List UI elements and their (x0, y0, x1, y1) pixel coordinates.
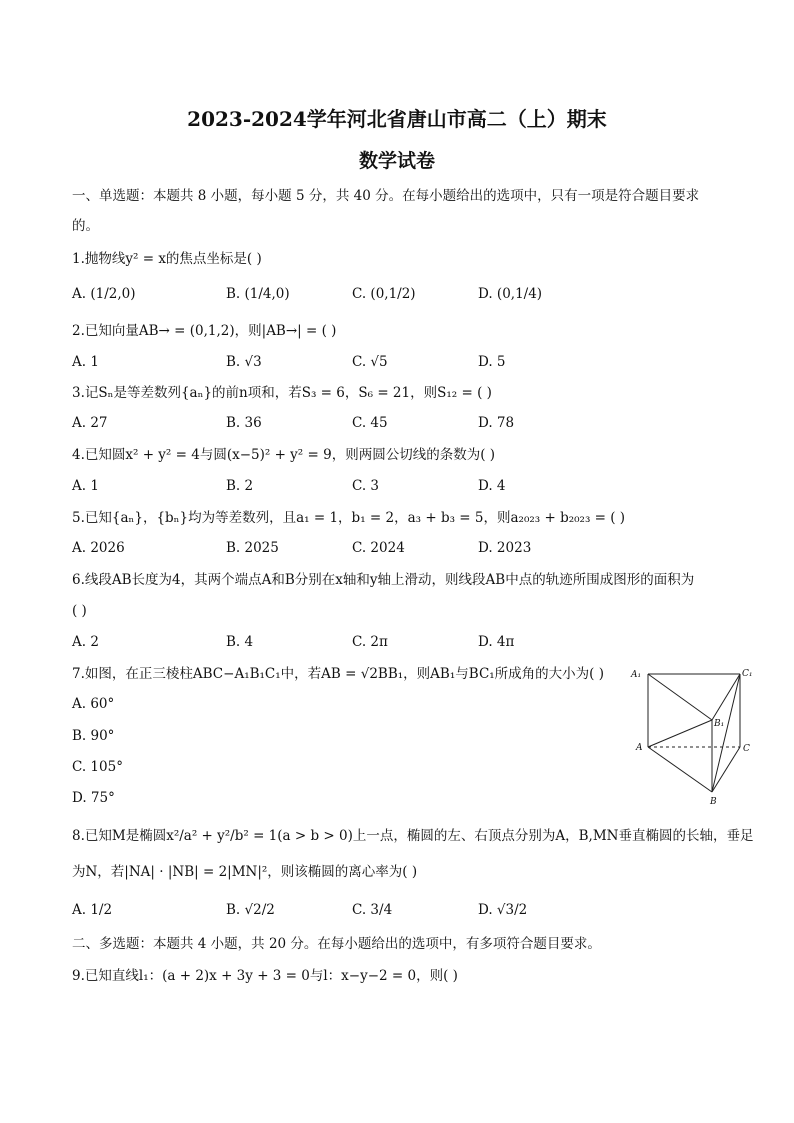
question-8-option-d: D. √3/2 (478, 902, 528, 918)
question-3-option-a: A. 27 (72, 415, 108, 431)
question-1-option-c: C. (0,1/2) (352, 286, 416, 302)
label-b: B (710, 797, 717, 807)
section1-heading-line2: 的。 (72, 218, 99, 234)
question-7-stem: 7.如图，在正三棱柱ABC−A₁B₁C₁中，若AB = √2BB₁，则AB₁与BC₁所成角的大小为( ) (72, 666, 605, 682)
question-6-option-c: C. 2π (352, 634, 388, 650)
label-a: A (636, 743, 643, 753)
segment-a-b1 (648, 720, 712, 747)
prism-figure (628, 662, 758, 808)
question-5-option-a: A. 2026 (72, 540, 125, 556)
question-4-option-d: D. 4 (478, 478, 506, 494)
question-2-stem: 2.已知向量AB→ = (0,1,2)，则|AB→| = ( ) (72, 323, 337, 339)
question-8-option-b: B. √2/2 (226, 902, 275, 918)
question-7-option-b: B. 90° (72, 728, 115, 744)
question-4-option-b: B. 2 (226, 478, 254, 494)
question-3-option-b: B. 36 (226, 415, 262, 431)
edge-b1-c1 (712, 674, 740, 720)
segment-b-c1 (712, 674, 740, 792)
question-1-option-a: A. (1/2,0) (72, 286, 136, 302)
question-3-option-c: C. 45 (352, 415, 388, 431)
edge-a1-b1 (648, 674, 712, 720)
label-c1: C₁ (742, 669, 753, 679)
question-4-stem: 4.已知圆x² + y² = 4与圆(x−5)² + y² = 9，则两圆公切线的条数为( ) (72, 447, 496, 463)
triangular-prism-diagram (628, 662, 758, 808)
question-6-option-a: A. 2 (72, 634, 99, 650)
question-7-option-c: C. 105° (72, 759, 123, 775)
edge-b-c (712, 747, 740, 792)
edge-a-b (648, 747, 712, 792)
question-8-option-c: C. 3/4 (352, 902, 393, 918)
question-4-option-a: A. 1 (72, 478, 99, 494)
question-5-stem: 5.已知{aₙ}，{bₙ}均为等差数列，且a₁ = 1，b₁ = 2，a₃ + b₃ = 5，则a₂₀₂₃ + b₂₀₂₃ = ( ) (72, 510, 626, 526)
question-3-option-d: D. 78 (478, 415, 515, 431)
question-6-option-d: D. 4π (478, 634, 515, 650)
question-5-option-b: B. 2025 (226, 540, 279, 556)
question-4-option-c: C. 3 (352, 478, 380, 494)
question-8-stem: 8.已知M是椭圆x²/a² + y²/b² = 1(a > b > 0)上一点，椭圆的左、右顶点分别为A，B,MN垂直椭圆的长轴，垂足 (72, 828, 754, 844)
question-8-option-a: A. 1/2 (72, 902, 113, 918)
exam-title: 2023-2024学年河北省唐山市高二（上）期末 (187, 107, 607, 131)
question-2-option-b: B. √3 (226, 354, 262, 370)
label-c: C (743, 744, 750, 754)
question-8-stem-cont: 为N，若|NA| · |NB| = 2|MN|²，则该椭圆的离心率为( ) (72, 864, 418, 880)
question-1-option-d: D. (0,1/4) (478, 286, 543, 302)
question-7-option-a: A. 60° (72, 696, 115, 712)
question-6-stem-cont: ( ) (72, 603, 87, 619)
question-7-option-d: D. 75° (72, 790, 115, 806)
question-9-stem: 9.已知直线l₁：(a + 2)x + 3y + 3 = 0与l：x−y−2 = 0，则( ) (72, 968, 458, 984)
question-6-option-b: B. 4 (226, 634, 254, 650)
question-5-option-d: D. 2023 (478, 540, 532, 556)
question-6-stem: 6.线段AB长度为4，其两个端点A和B分别在x轴和y轴上滑动，则线段AB中点的轨迹所围成图形的面积为 (72, 572, 695, 588)
label-b1: B₁ (714, 719, 725, 729)
question-2-option-d: D. 5 (478, 354, 506, 370)
question-5-option-c: C. 2024 (352, 540, 405, 556)
exam-subtitle: 数学试卷 (358, 150, 435, 172)
question-3-stem: 3.记Sₙ是等差数列{aₙ}的前n项和，若S₃ = 6，S₆ = 21，则S₁₂ = ( ) (72, 385, 492, 401)
question-1-option-b: B. (1/4,0) (226, 286, 290, 302)
section2-heading: 二、多选题：本题共 4 小题，共 20 分。在每小题给出的选项中，有多项符合题目要求。 (72, 936, 601, 952)
section1-heading-line1: 一、单选题：本题共 8 小题，每小题 5 分，共 40 分。在每小题给出的选项中，只有一项是符合题目要求 (72, 188, 700, 204)
label-a1: A₁ (631, 670, 642, 680)
question-2-option-c: C. √5 (352, 354, 388, 370)
question-1-stem: 1.抛物线y² = x的焦点坐标是( ) (72, 251, 262, 267)
question-2-option-a: A. 1 (72, 354, 99, 370)
